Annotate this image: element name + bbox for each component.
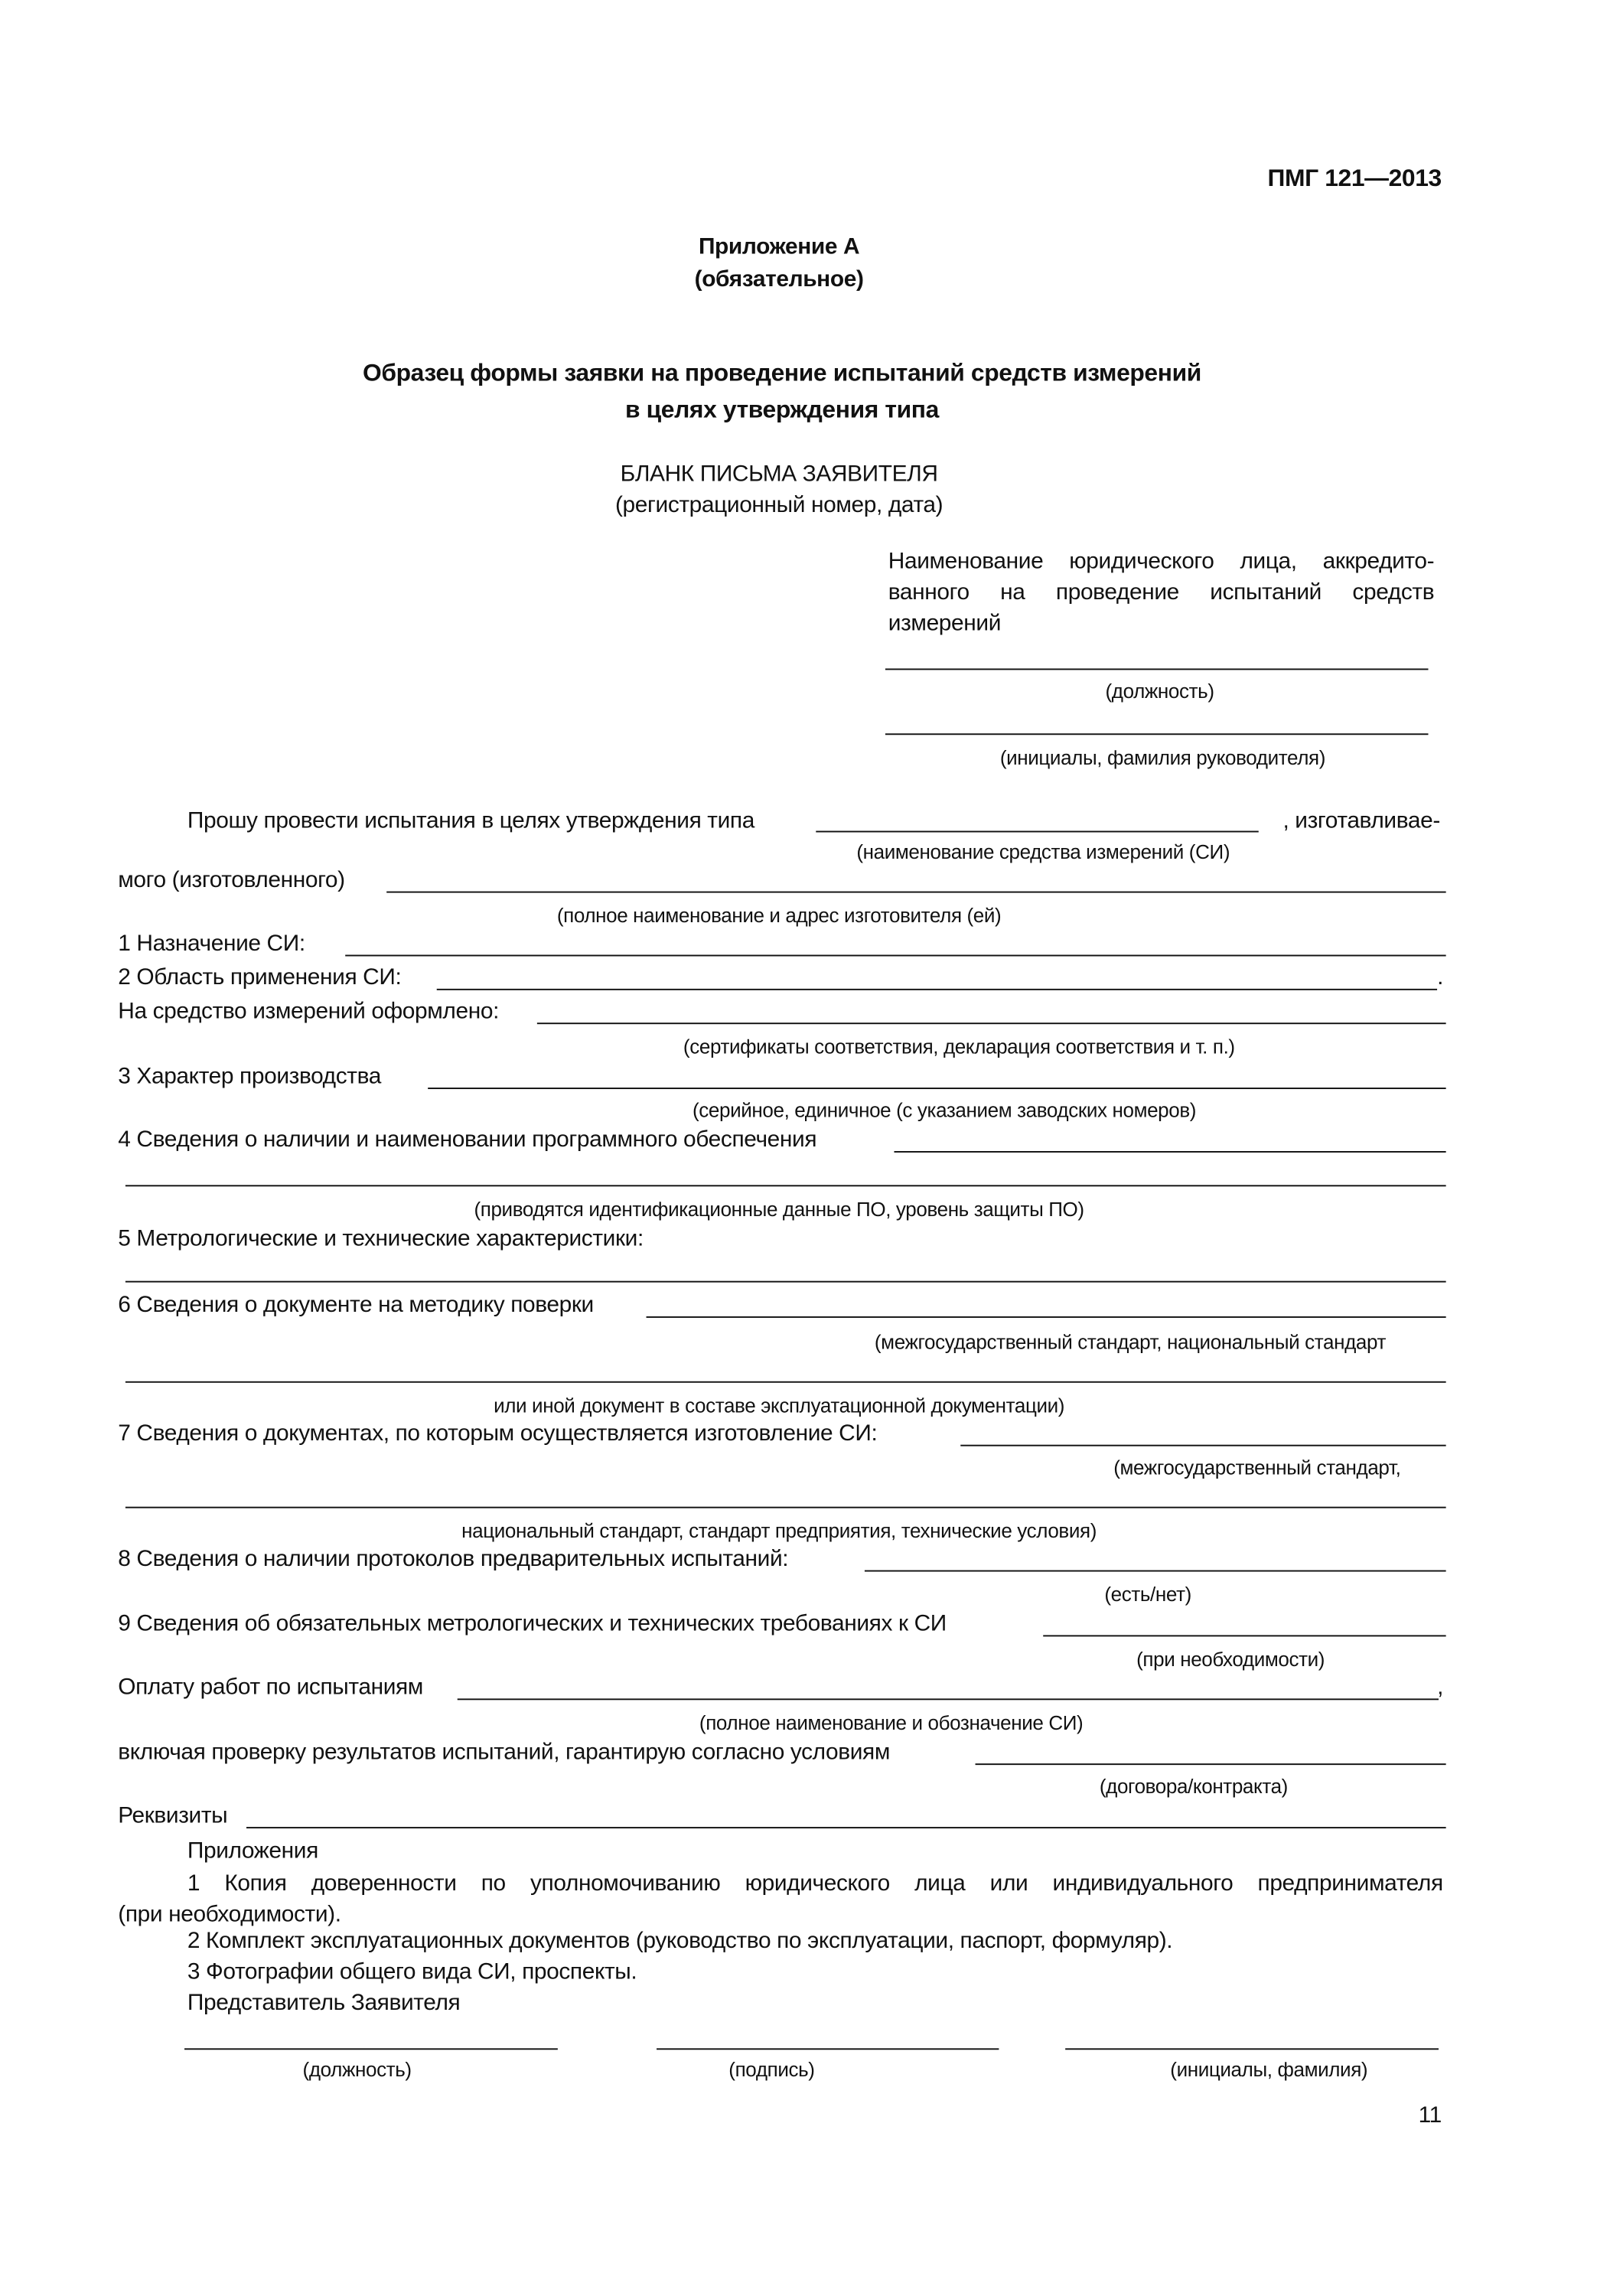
signature-field[interactable] — [657, 2048, 999, 2050]
item3-label: 3 Характер производства — [118, 1064, 382, 1090]
manufacturer-field[interactable] — [386, 892, 1445, 893]
addressee-line3: измерений — [888, 611, 1002, 637]
appendix-status: (обязательное) — [694, 267, 864, 292]
software-field[interactable] — [894, 1151, 1445, 1153]
details-field[interactable] — [246, 1827, 1446, 1828]
instrument-name-field[interactable] — [816, 831, 1258, 833]
verification-doc-field-2[interactable] — [125, 1381, 1446, 1383]
manufacturer-label: мого (изготовленного) — [118, 867, 345, 893]
item2-label: 2 Область применения СИ: — [118, 965, 402, 990]
payment-field[interactable] — [458, 1698, 1439, 1700]
item7-caption2: национальный стандарт, стандарт предприятия, технические условия) — [461, 1520, 1097, 1542]
payment-end: , — [1437, 1675, 1443, 1701]
details-label: Реквизиты — [118, 1803, 228, 1829]
manufacturing-docs-field[interactable] — [960, 1445, 1445, 1446]
page-title-line2: в целях утверждения типа — [624, 396, 939, 424]
document-code: ПМГ 121—2013 — [1267, 165, 1442, 192]
attachment-item1: 1 Копия доверенности по уполномочиванию юридического лица или индивидуального предпринимателя — [187, 1870, 1443, 1896]
item6-caption2: или иной документ в составе эксплуатационной документации) — [494, 1394, 1065, 1417]
application-field[interactable] — [437, 989, 1437, 990]
signature-name-field[interactable] — [1065, 2048, 1439, 2050]
request-suffix: , изготавливае- — [1282, 808, 1440, 834]
position-caption: (должность) — [1105, 680, 1214, 703]
contract-field[interactable] — [976, 1763, 1446, 1765]
verification-doc-field[interactable] — [647, 1316, 1446, 1318]
attachment-item3: 3 Фотографии общего вида СИ, проспекты. — [187, 1959, 637, 1985]
instrument-name-caption: (наименование средства измерений (СИ) — [856, 841, 1230, 863]
item8-label: 8 Сведения о наличии протоколов предварительных испытаний: — [118, 1546, 789, 1572]
head-name-caption: (инициалы, фамилия руководителя) — [999, 746, 1326, 769]
item8-caption: (есть/нет) — [1104, 1583, 1191, 1606]
page-title-line1: Образец формы заявки на проведение испытаний средств измерений — [362, 360, 1201, 387]
docs-caption: (сертификаты соответствия, декларация соответствия и т. п.) — [683, 1035, 1235, 1058]
item3-caption: (серийное, единичное (с указанием заводских номеров) — [693, 1099, 1197, 1122]
attachments-heading: Приложения — [187, 1838, 318, 1864]
item1-label: 1 Назначение СИ: — [118, 931, 305, 957]
item4-caption: (приводятся идентификационные данные ПО, уровень защиты ПО) — [474, 1198, 1084, 1221]
guarantee-caption: (договора/контракта) — [1099, 1775, 1288, 1798]
attachment-item1-cont: (при необходимости). — [118, 1902, 341, 1928]
attachment-item2: 2 Комплект эксплуатационных документов (руководство по эксплуатации, паспорт, формуляр). — [187, 1929, 1173, 1954]
purpose-field[interactable] — [345, 955, 1445, 957]
signature-name-caption: (инициалы, фамилия) — [1170, 2058, 1368, 2081]
item7-label: 7 Сведения о документах, по которым осуществляется изготовление СИ: — [118, 1420, 878, 1446]
requirements-field[interactable] — [1043, 1635, 1445, 1636]
head-name-field[interactable] — [885, 733, 1429, 735]
docs-label: На средство измерений оформлено: — [118, 999, 500, 1025]
item9-caption: (при необходимости) — [1136, 1648, 1325, 1671]
letterhead-label: БЛАНК ПИСЬМА ЗАЯВИТЕЛЯ — [620, 461, 938, 488]
guarantee-label: включая проверку результатов испытаний, гарантирую согласно условиям — [118, 1740, 891, 1766]
payment-caption: (полное наименование и обозначение СИ) — [699, 1711, 1084, 1734]
item5-label: 5 Метрологические и технические характеристики: — [118, 1226, 644, 1252]
protocols-field[interactable] — [865, 1570, 1446, 1572]
production-field[interactable] — [428, 1088, 1445, 1089]
item4-label: 4 Сведения о наличии и наименовании программного обеспечения — [118, 1127, 817, 1153]
appendix-title: Приложение А — [698, 234, 860, 260]
payment-label: Оплату работ по испытаниям — [118, 1675, 424, 1701]
position-field[interactable] — [885, 668, 1429, 670]
characteristics-field[interactable] — [125, 1281, 1446, 1283]
item9-label: 9 Сведения об обязательных метрологических и технических требованиях к СИ — [118, 1611, 947, 1637]
item7-caption1: (межгосударственный стандарт, — [1113, 1456, 1401, 1479]
item6-caption1: (межгосударственный стандарт, национальный стандарт — [874, 1331, 1387, 1354]
page-number: 11 — [1418, 2102, 1442, 2128]
signature-position-caption: (должность) — [302, 2058, 412, 2081]
request-text: Прошу провести испытания в целях утверждения типа — [187, 808, 754, 834]
item2-end: . — [1437, 965, 1443, 990]
letterhead-sub: (регистрационный номер, дата) — [614, 493, 943, 518]
addressee-line1: Наименование юридического лица, аккредито- — [888, 549, 1435, 575]
item6-label: 6 Сведения о документе на методику поверки — [118, 1293, 594, 1318]
software-field-2[interactable] — [125, 1185, 1446, 1186]
docs-field[interactable] — [537, 1022, 1446, 1024]
signature-position-field[interactable] — [184, 2048, 558, 2050]
signature-caption: (подпись) — [728, 2058, 815, 2081]
manufacturing-docs-field-2[interactable] — [125, 1507, 1446, 1508]
representative-label: Представитель Заявителя — [187, 1991, 461, 2016]
addressee-line2: ванного на проведение испытаний средств — [888, 579, 1435, 605]
manufacturer-caption: (полное наименование и адрес изготовителя (ей) — [556, 904, 1002, 927]
